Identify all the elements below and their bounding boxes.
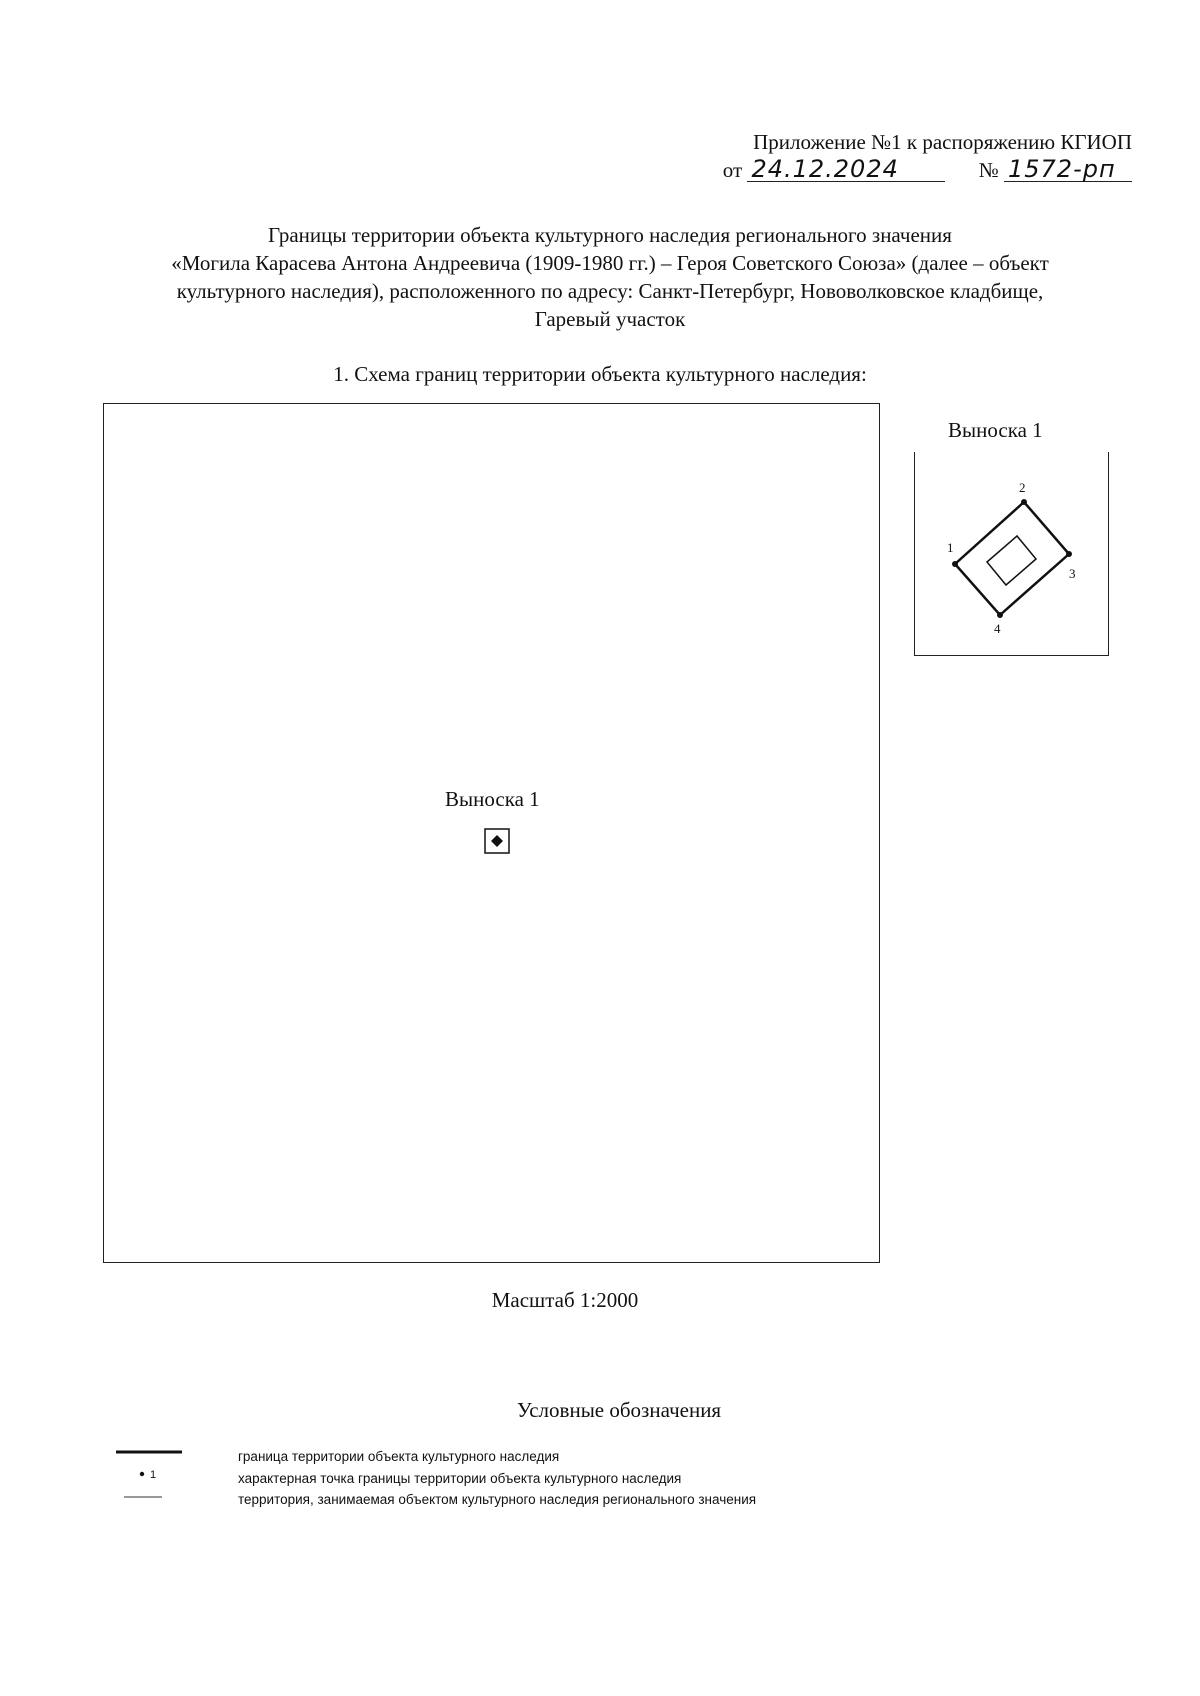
from-prefix: от [722, 158, 743, 182]
document-title [90, 221, 1130, 333]
legend-item-boundary: граница территории объекта культурного наследия [238, 1449, 560, 1464]
legend-symbols [114, 1440, 184, 1510]
point-label-1: 1 [947, 540, 954, 555]
map-scale: Масштаб 1:2000 [491, 1288, 639, 1312]
legend-item-point: характерная точка границы территории объекта культурного наследия [238, 1471, 682, 1486]
point-label-2: 2 [1019, 480, 1026, 495]
legend-item-territory: территория, занимаемая объектом культурного наследия регионального значения [238, 1492, 757, 1507]
point-label-4: 4 [994, 621, 1001, 636]
legend-point-label: 1 [150, 1469, 157, 1481]
number-prefix: № [978, 158, 999, 182]
appendix-reference: Приложение №1 к распоряжению КГИОП [753, 130, 1132, 154]
title-line-1: Границы территории объекта культурного наследия регионального значения [268, 223, 952, 247]
handwritten-date: 24.12.2024 [747, 157, 945, 182]
object-footprint [987, 536, 1036, 585]
territory-boundary [955, 502, 1069, 615]
boundary-point-3 [1066, 551, 1072, 557]
inset-schema [914, 452, 1109, 657]
section-heading: 1. Схема границ территории объекта культурного наследия: [333, 362, 867, 386]
handwritten-number: 1572-рп [1004, 157, 1132, 182]
boundary-point-4 [997, 612, 1003, 618]
map-callout-label: Выноска 1 [445, 787, 540, 811]
map-object-marker-icon [484, 828, 510, 854]
title-line-3: культурного наследия), расположенного по адресу: Санкт-Петербург, Нововолковское кладбище, [176, 279, 1044, 303]
title-line-4: Гаревый участок [534, 307, 686, 331]
inset-label: Выноска 1 [948, 418, 1043, 442]
legend-title: Условные обозначения [516, 1398, 722, 1422]
appendix-date-number-line [723, 157, 1132, 183]
boundary-point-2 [1021, 499, 1027, 505]
title-line-2: «Могила Карасева Антона Андреевича (1909-1980 гг.) – Героя Советского Союза» (далее – объект [171, 251, 1049, 275]
boundary-point-1 [952, 561, 958, 567]
point-label-3: 3 [1069, 566, 1076, 581]
legend-point-icon [140, 1472, 144, 1476]
